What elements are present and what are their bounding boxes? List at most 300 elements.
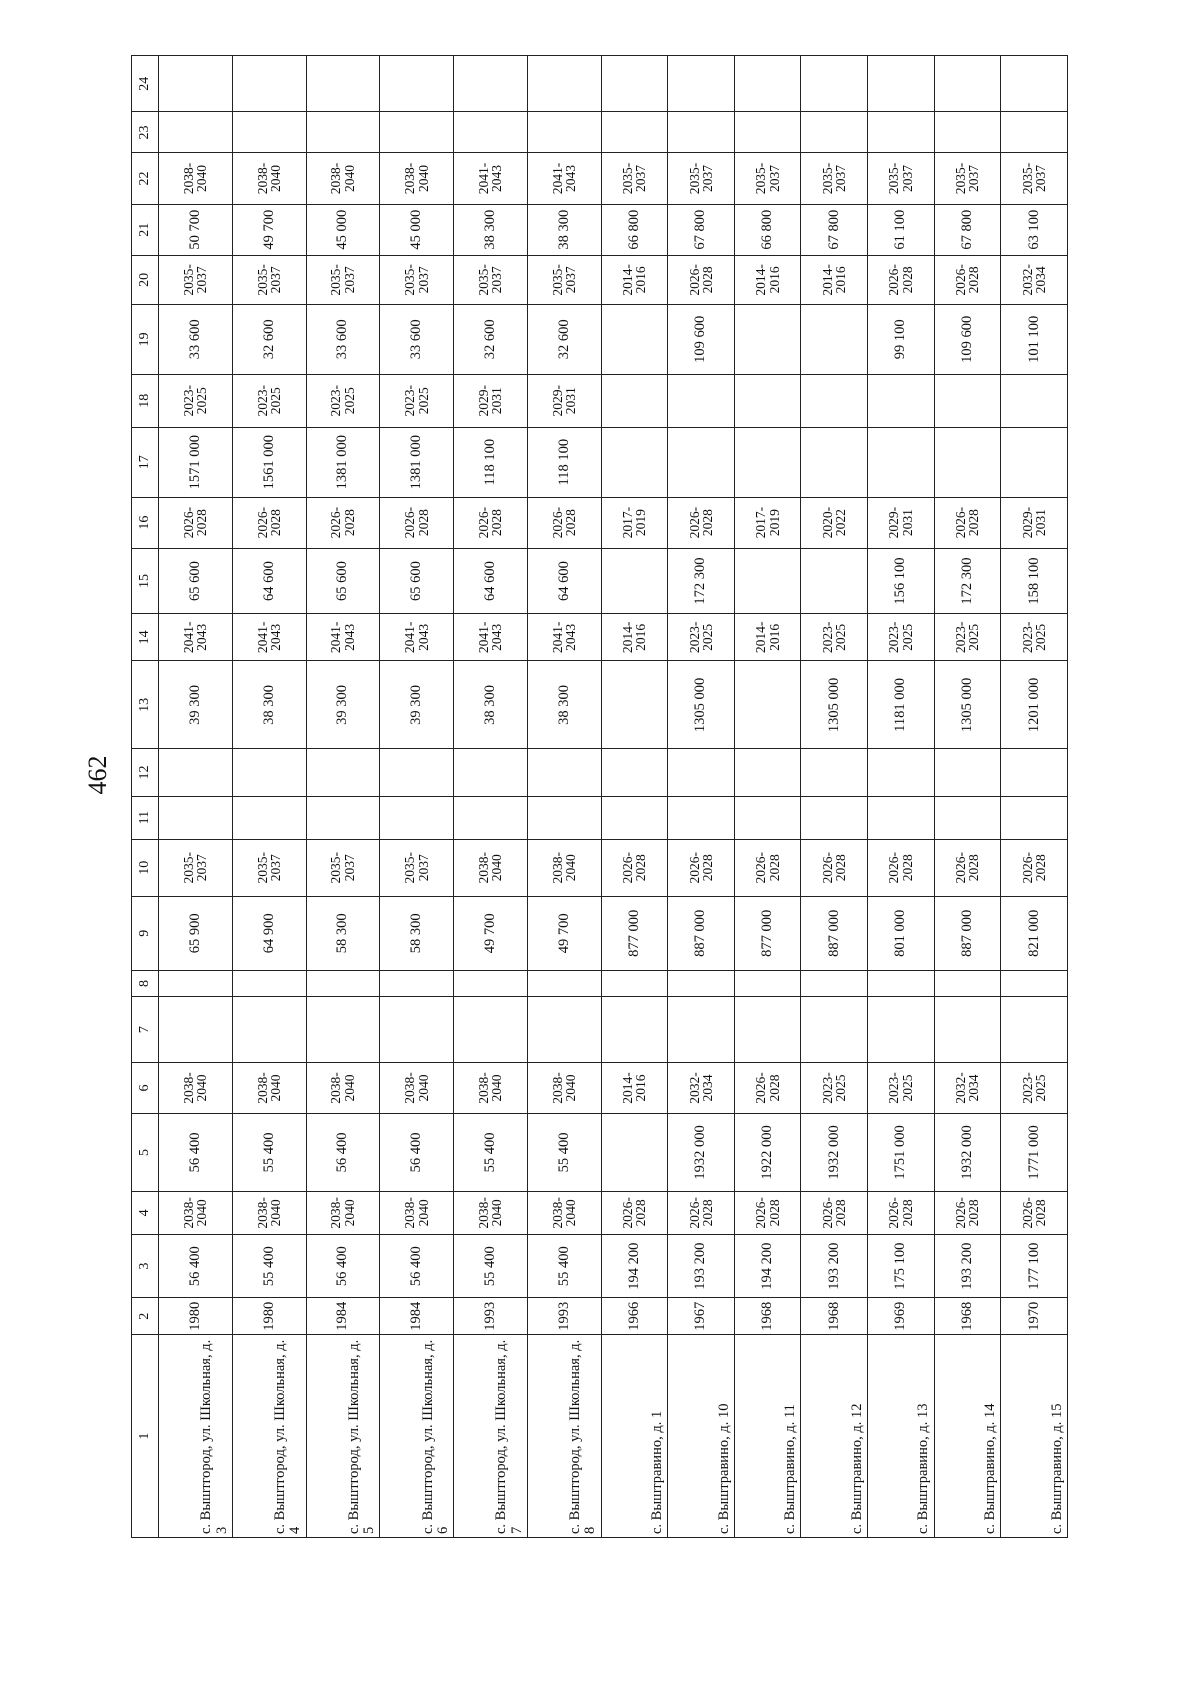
- table-cell: [601, 1114, 668, 1192]
- column-header: 13: [132, 661, 159, 749]
- table-cell: [734, 749, 801, 796]
- table-cell: [668, 970, 735, 997]
- table-cell: [1001, 112, 1068, 153]
- column-header: 22: [132, 153, 159, 204]
- table-cell: [734, 970, 801, 997]
- table-cell: [1001, 796, 1068, 839]
- table-cell: [1001, 970, 1068, 997]
- column-header: 5: [132, 1114, 159, 1192]
- table-cell: [1001, 749, 1068, 796]
- table-cell: 38 300: [527, 204, 601, 255]
- table-cell: 2038-2040: [159, 1062, 233, 1113]
- table-cell: 1968: [801, 1298, 868, 1335]
- table-cell: 67 800: [668, 204, 735, 255]
- column-header: 16: [132, 497, 159, 548]
- table-cell: 1381 000: [306, 427, 380, 497]
- table-cell: 2038-2040: [527, 839, 601, 896]
- table-cell: 64 900: [232, 896, 306, 970]
- table-cell: [868, 56, 935, 112]
- table-cell: [734, 661, 801, 749]
- table-cell: 109 600: [668, 304, 735, 374]
- table-cell: [734, 548, 801, 614]
- table-cell: [527, 997, 601, 1063]
- table-cell: 1980: [232, 1298, 306, 1335]
- table-cell: [934, 427, 1001, 497]
- table-cell: 2026-2028: [734, 1062, 801, 1113]
- table-cell: [601, 548, 668, 614]
- table-cell: 2035-2037: [306, 839, 380, 896]
- table-cell: [159, 796, 233, 839]
- table-row: [232, 56, 306, 1538]
- table-row: [159, 56, 233, 1538]
- table-cell: 1571 000: [159, 427, 233, 497]
- table-cell: 1922 000: [734, 1114, 801, 1192]
- table-cell: 2038-2040: [527, 1062, 601, 1113]
- address-cell: с. Выштгород, ул. Школьная, д. 3: [159, 1335, 233, 1538]
- table-cell: 2032-2034: [668, 1062, 735, 1113]
- table-cell: 2035-2037: [527, 255, 601, 304]
- table-cell: 2035-2037: [734, 153, 801, 204]
- table-row: [306, 56, 380, 1538]
- table-cell: 193 200: [668, 1234, 735, 1297]
- table-cell: 67 800: [801, 204, 868, 255]
- table-cell: [734, 997, 801, 1063]
- column-header: 12: [132, 749, 159, 796]
- table-cell: 2026-2028: [159, 497, 233, 548]
- table-cell: [601, 970, 668, 997]
- table-cell: 56 400: [159, 1114, 233, 1192]
- table-cell: 193 200: [934, 1234, 1001, 1297]
- table-cell: [159, 997, 233, 1063]
- table-cell: 1993: [527, 1298, 601, 1335]
- table-cell: [668, 749, 735, 796]
- table-cell: 1968: [934, 1298, 1001, 1335]
- table-cell: 2038-2040: [380, 153, 454, 204]
- address-cell: с. Выштгород, ул. Школьная, д. 6: [380, 1335, 454, 1538]
- table-cell: 2035-2037: [380, 255, 454, 304]
- table-cell: 2041-2043: [380, 614, 454, 661]
- table-cell: [601, 796, 668, 839]
- table-cell: 2026-2028: [801, 1191, 868, 1234]
- table-cell: 2023-2025: [1001, 1062, 1068, 1113]
- table-cell: 2038-2040: [306, 153, 380, 204]
- table-cell: [801, 796, 868, 839]
- table-cell: 2014-2016: [734, 614, 801, 661]
- column-header: 2: [132, 1298, 159, 1335]
- table-cell: 2035-2037: [232, 255, 306, 304]
- table-cell: 55 400: [527, 1234, 601, 1297]
- table-cell: 2023-2025: [232, 374, 306, 427]
- table-cell: [1001, 997, 1068, 1063]
- table-cell: 49 700: [527, 896, 601, 970]
- table-cell: 2038-2040: [454, 1191, 528, 1234]
- table-cell: [232, 112, 306, 153]
- table-cell: 118 100: [454, 427, 528, 497]
- table-cell: 2026-2028: [601, 1191, 668, 1234]
- table-cell: 2041-2043: [454, 153, 528, 204]
- table-cell: 2023-2025: [868, 1062, 935, 1113]
- table-cell: [801, 427, 868, 497]
- table-cell: [801, 304, 868, 374]
- table-cell: 2035-2037: [454, 255, 528, 304]
- table-cell: 50 700: [159, 204, 233, 255]
- table-cell: 2014-2016: [801, 255, 868, 304]
- table-cell: [734, 374, 801, 427]
- table-cell: 2026-2028: [734, 839, 801, 896]
- table-cell: [668, 112, 735, 153]
- table-cell: 877 000: [734, 896, 801, 970]
- table-cell: 2026-2028: [668, 1191, 735, 1234]
- table-cell: 2023-2025: [380, 374, 454, 427]
- table-cell: [934, 112, 1001, 153]
- table-cell: [801, 749, 868, 796]
- table-cell: [601, 56, 668, 112]
- table-cell: [601, 661, 668, 749]
- table-cell: 45 000: [380, 204, 454, 255]
- table-cell: [232, 796, 306, 839]
- address-cell: с. Выштравино, д. 13: [868, 1335, 935, 1538]
- table-cell: 55 400: [232, 1234, 306, 1297]
- table-cell: [159, 749, 233, 796]
- table-cell: 2026-2028: [668, 497, 735, 548]
- column-header: 8: [132, 970, 159, 997]
- table-cell: [801, 374, 868, 427]
- table-cell: 2035-2037: [232, 839, 306, 896]
- table-cell: [306, 970, 380, 997]
- table-cell: 56 400: [380, 1114, 454, 1192]
- table-cell: 2038-2040: [454, 839, 528, 896]
- address-cell: с. Выштравино, д. 12: [801, 1335, 868, 1538]
- table-row: [668, 56, 735, 1538]
- table-cell: [801, 56, 868, 112]
- table-cell: 2017-2019: [601, 497, 668, 548]
- table-cell: 2038-2040: [454, 1062, 528, 1113]
- column-header: 18: [132, 374, 159, 427]
- column-header: 3: [132, 1234, 159, 1297]
- table-cell: 877 000: [601, 896, 668, 970]
- table-cell: 2035-2037: [668, 153, 735, 204]
- table-row: [380, 56, 454, 1538]
- table-cell: 55 400: [527, 1114, 601, 1192]
- table-cell: 2041-2043: [527, 153, 601, 204]
- table-cell: [527, 56, 601, 112]
- table-cell: 1967: [668, 1298, 735, 1335]
- table-cell: 2023-2025: [868, 614, 935, 661]
- column-header: 1: [132, 1335, 159, 1538]
- table-cell: [801, 997, 868, 1063]
- table-cell: 177 100: [1001, 1234, 1068, 1297]
- table-row: [868, 56, 935, 1538]
- table-cell: 801 000: [868, 896, 935, 970]
- table-cell: [454, 112, 528, 153]
- table-cell: [527, 112, 601, 153]
- table-cell: 2026-2028: [454, 497, 528, 548]
- table-cell: [801, 970, 868, 997]
- table-cell: 2023-2025: [1001, 614, 1068, 661]
- table-cell: 2035-2037: [159, 839, 233, 896]
- table-cell: [868, 970, 935, 997]
- table-cell: [601, 997, 668, 1063]
- table-cell: [934, 970, 1001, 997]
- address-cell: с. Выштгород, ул. Школьная, д. 8: [527, 1335, 601, 1538]
- table-cell: 2038-2040: [380, 1062, 454, 1113]
- table-cell: [601, 749, 668, 796]
- table-cell: 65 600: [159, 548, 233, 614]
- table-cell: 2032-2034: [1001, 255, 1068, 304]
- table-cell: 56 400: [306, 1234, 380, 1297]
- column-header: 17: [132, 427, 159, 497]
- table-row: [454, 56, 528, 1538]
- column-header: 24: [132, 56, 159, 112]
- table-cell: 2026-2028: [668, 839, 735, 896]
- table-cell: 2035-2037: [380, 839, 454, 896]
- column-header: 4: [132, 1191, 159, 1234]
- table-cell: 2026-2028: [934, 839, 1001, 896]
- table-cell: 99 100: [868, 304, 935, 374]
- table-cell: 2017-2019: [734, 497, 801, 548]
- table-cell: 33 600: [306, 304, 380, 374]
- table-cell: [159, 112, 233, 153]
- table-cell: 55 400: [454, 1234, 528, 1297]
- table-cell: 2023-2025: [801, 614, 868, 661]
- table-cell: [601, 304, 668, 374]
- table-cell: 172 300: [668, 548, 735, 614]
- table-cell: [454, 796, 528, 839]
- table-cell: 1932 000: [801, 1114, 868, 1192]
- table-cell: [306, 56, 380, 112]
- table-cell: [380, 970, 454, 997]
- table-cell: 55 400: [232, 1114, 306, 1192]
- table-cell: 101 100: [1001, 304, 1068, 374]
- table-cell: [306, 796, 380, 839]
- table-cell: 2014-2016: [601, 1062, 668, 1113]
- table-cell: 56 400: [306, 1114, 380, 1192]
- table-cell: 1751 000: [868, 1114, 935, 1192]
- table-cell: 2026-2028: [868, 839, 935, 896]
- table-row: [801, 56, 868, 1538]
- table-cell: 109 600: [934, 304, 1001, 374]
- table-cell: 65 600: [380, 548, 454, 614]
- table-cell: 2035-2037: [801, 153, 868, 204]
- table-cell: 2026-2028: [801, 839, 868, 896]
- table-cell: [734, 56, 801, 112]
- rotated-table-container: [131, 55, 1068, 1538]
- table-row: [1001, 56, 1068, 1538]
- table-cell: 2041-2043: [454, 614, 528, 661]
- table-cell: 2038-2040: [232, 153, 306, 204]
- table-cell: 39 300: [306, 661, 380, 749]
- table-cell: [868, 796, 935, 839]
- column-header: 10: [132, 839, 159, 896]
- table-cell: 66 800: [601, 204, 668, 255]
- table-cell: 2026-2028: [934, 497, 1001, 548]
- table-cell: 2026-2028: [1001, 1191, 1068, 1234]
- table-cell: [159, 56, 233, 112]
- table-cell: 1984: [306, 1298, 380, 1335]
- table-cell: 2014-2016: [734, 255, 801, 304]
- table-cell: [734, 112, 801, 153]
- table-cell: 2029-2031: [1001, 497, 1068, 548]
- column-header: 23: [132, 112, 159, 153]
- table-cell: 45 000: [306, 204, 380, 255]
- table-body: [159, 56, 1068, 1538]
- table-cell: 1966: [601, 1298, 668, 1335]
- table-cell: 2038-2040: [527, 1191, 601, 1234]
- table-cell: [232, 997, 306, 1063]
- table-cell: [868, 997, 935, 1063]
- table-cell: 2041-2043: [306, 614, 380, 661]
- table-cell: [1001, 374, 1068, 427]
- address-cell: с. Выштравино, д. 1: [601, 1335, 668, 1538]
- table-cell: 887 000: [934, 896, 1001, 970]
- table-cell: 55 400: [454, 1114, 528, 1192]
- table-cell: [232, 56, 306, 112]
- table-cell: [934, 749, 1001, 796]
- table-cell: 887 000: [668, 896, 735, 970]
- table-cell: 49 700: [232, 204, 306, 255]
- table-cell: [868, 374, 935, 427]
- table-cell: 49 700: [454, 896, 528, 970]
- table-cell: [527, 796, 601, 839]
- table-cell: 66 800: [734, 204, 801, 255]
- table-cell: [868, 427, 935, 497]
- column-header: 6: [132, 1062, 159, 1113]
- table-cell: [934, 997, 1001, 1063]
- table-cell: 2026-2028: [232, 497, 306, 548]
- table-cell: 1771 000: [1001, 1114, 1068, 1192]
- table-cell: [306, 112, 380, 153]
- table-cell: 2035-2037: [159, 255, 233, 304]
- table-cell: [306, 997, 380, 1063]
- column-header: 14: [132, 614, 159, 661]
- address-cell: с. Выштгород, ул. Школьная, д. 7: [454, 1335, 528, 1538]
- table-cell: 38 300: [454, 204, 528, 255]
- table-cell: 1561 000: [232, 427, 306, 497]
- table-cell: [668, 374, 735, 427]
- table-cell: 2014-2016: [601, 255, 668, 304]
- table-cell: 2038-2040: [306, 1062, 380, 1113]
- table-cell: 2023-2025: [801, 1062, 868, 1113]
- table-cell: [868, 749, 935, 796]
- table-cell: [380, 997, 454, 1063]
- table-row: [934, 56, 1001, 1538]
- table-cell: 38 300: [527, 661, 601, 749]
- table-cell: 2029-2031: [527, 374, 601, 427]
- address-cell: с. Выштравино, д. 10: [668, 1335, 735, 1538]
- column-header: 21: [132, 204, 159, 255]
- table-cell: 2026-2028: [380, 497, 454, 548]
- column-header: 7: [132, 997, 159, 1063]
- table-cell: 2026-2028: [527, 497, 601, 548]
- table-cell: [734, 427, 801, 497]
- table-cell: [934, 374, 1001, 427]
- table-cell: 2041-2043: [159, 614, 233, 661]
- table-cell: 1305 000: [934, 661, 1001, 749]
- table-cell: 1201 000: [1001, 661, 1068, 749]
- table-cell: [934, 796, 1001, 839]
- table-cell: 2035-2037: [934, 153, 1001, 204]
- address-cell: с. Выштравино, д. 11: [734, 1335, 801, 1538]
- table-cell: 2038-2040: [159, 153, 233, 204]
- table-cell: [601, 112, 668, 153]
- table-cell: [601, 374, 668, 427]
- table-cell: [668, 427, 735, 497]
- table-cell: 1993: [454, 1298, 528, 1335]
- table-cell: 2026-2028: [734, 1191, 801, 1234]
- table-cell: [380, 112, 454, 153]
- table-cell: 56 400: [380, 1234, 454, 1297]
- table-cell: 2038-2040: [232, 1062, 306, 1113]
- table-cell: 2026-2028: [601, 839, 668, 896]
- table-cell: [454, 56, 528, 112]
- table-cell: 2026-2028: [934, 1191, 1001, 1234]
- table-cell: 156 100: [868, 548, 935, 614]
- table-cell: 2035-2037: [1001, 153, 1068, 204]
- column-header: 20: [132, 255, 159, 304]
- table-cell: 2029-2031: [454, 374, 528, 427]
- table-cell: 172 300: [934, 548, 1001, 614]
- table-cell: 2023-2025: [159, 374, 233, 427]
- table-cell: 118 100: [527, 427, 601, 497]
- column-header: 9: [132, 896, 159, 970]
- table-cell: 2026-2028: [306, 497, 380, 548]
- header-row: [132, 56, 159, 1538]
- column-header: 15: [132, 548, 159, 614]
- table-cell: 2035-2037: [601, 153, 668, 204]
- table-cell: 58 300: [306, 896, 380, 970]
- table-cell: 2023-2025: [934, 614, 1001, 661]
- table-cell: 821 000: [1001, 896, 1068, 970]
- table-cell: 64 600: [454, 548, 528, 614]
- column-header: 11: [132, 796, 159, 839]
- table-cell: 2041-2043: [232, 614, 306, 661]
- column-header: 19: [132, 304, 159, 374]
- table-cell: 2023-2025: [306, 374, 380, 427]
- table-cell: 1932 000: [668, 1114, 735, 1192]
- table-cell: 2038-2040: [380, 1191, 454, 1234]
- table-cell: 2023-2025: [668, 614, 735, 661]
- table-cell: 64 600: [232, 548, 306, 614]
- table-cell: 38 300: [454, 661, 528, 749]
- table-cell: 2035-2037: [868, 153, 935, 204]
- table-cell: 65 600: [306, 548, 380, 614]
- table-cell: 1932 000: [934, 1114, 1001, 1192]
- table-cell: 2026-2028: [668, 255, 735, 304]
- table-cell: [668, 56, 735, 112]
- table-cell: 1969: [868, 1298, 935, 1335]
- table-cell: 1305 000: [668, 661, 735, 749]
- table-cell: 1381 000: [380, 427, 454, 497]
- table-cell: 1181 000: [868, 661, 935, 749]
- table-cell: 1970: [1001, 1298, 1068, 1335]
- table-cell: [1001, 427, 1068, 497]
- table-cell: [668, 997, 735, 1063]
- table-cell: 2026-2028: [868, 255, 935, 304]
- table-cell: 63 100: [1001, 204, 1068, 255]
- table-cell: [801, 548, 868, 614]
- table-cell: 2026-2028: [1001, 839, 1068, 896]
- table-cell: 887 000: [801, 896, 868, 970]
- table-cell: 158 100: [1001, 548, 1068, 614]
- table-row: [527, 56, 601, 1538]
- table-cell: [454, 970, 528, 997]
- table-cell: [232, 970, 306, 997]
- table-cell: [734, 796, 801, 839]
- table-cell: [232, 749, 306, 796]
- table-cell: 39 300: [159, 661, 233, 749]
- table-cell: 194 200: [734, 1234, 801, 1297]
- address-cell: с. Выштравино, д. 14: [934, 1335, 1001, 1538]
